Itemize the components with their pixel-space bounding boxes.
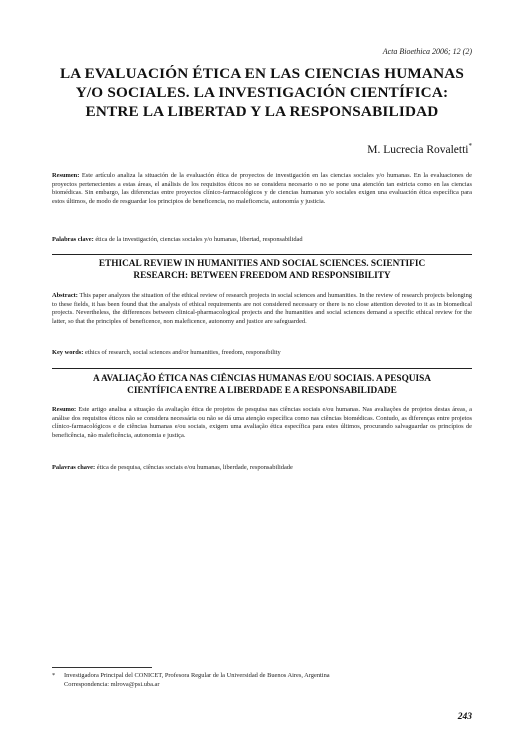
keywords-text: ética de pesquisa, ciências sociais e/ou humanas, liberdade, responsabilidade: [95, 464, 293, 471]
title-line: A AVALIAÇÃO ÉTICA NAS CIÊNCIAS HUMANAS E/OU SOCIAIS. A PESQUISA: [92, 374, 432, 384]
portuguese-keywords: [52, 464, 472, 473]
author-name: M. Lucrecia Rovaletti: [367, 143, 469, 156]
title-line: LA EVALUACIÓN ÉTICA EN LAS CIENCIAS HUMANAS: [59, 65, 465, 82]
english-keywords: [52, 349, 472, 358]
section-divider: [52, 368, 472, 369]
footnote-correspondence: Correspondencia: mlrova@psi.uba.ar: [64, 680, 160, 688]
footnote-mark: *: [52, 672, 56, 679]
page-number: 243: [457, 712, 472, 722]
keywords-text: ethics of research, social sciences and/or humanities, freedom, responsibility: [83, 349, 281, 356]
article-title: [52, 64, 472, 121]
footnote-affiliation: Investigadora Principal del CONICET, Profesora Regular de la Universidad de Buenos Aires, Argentina: [64, 672, 330, 679]
abstract-text: Este artículo analiza la situación de la evaluación ética de proyectos de investigación en las ciencias sociales y/o humanas. En la evaluaciones de proyectos pertenecientes a estas áreas, el análisis de los requisitos éticos no se considera necesario o no se pone una atención tan estricta como en las ciencias biomédicas. Sin embargo, las diferencias entre proyectos clínico-farmacológicos y de ciencias humanas y/o sociales exigen una evaluación ética específica para estos últimos, de modo de resguardar los principios de beneficencia, no maleficencia, autonomía y justicia.: [52, 172, 472, 205]
keywords-text: ética de la investigación, ciencias sociales y/o humanas, libertad, responsabilidad: [93, 236, 303, 243]
portuguese-abstract: [52, 406, 472, 440]
title-line: Y/O SOCIALES. LA INVESTIGACIÓN CIENTÍFICA:: [75, 84, 449, 101]
author-footnote-mark: *: [468, 142, 472, 150]
spanish-keywords: [52, 236, 472, 245]
keywords-label: Key words:: [52, 349, 84, 356]
keywords-label: Palavras chave:: [52, 464, 96, 471]
journal-reference: Acta Bioethica 2006; 12 (2): [382, 47, 472, 56]
abstract-text: This paper analyzes the situation of the ethical review of research projects in social sciences and humanities. In the review of research projects belonging to these fields, it has been found that the analysis of ethical requirements are not considered necessary or there is no close attention devoted to it as in biomedical projects. Nevertheless, the differences between clinical-pharmacological projects and the humanities and social sciences demand a specific ethical review for the latter, so that the principles of beneficence, non maleficence, autonomy and justice are safeguarded.: [52, 292, 472, 325]
author-footnote: [52, 672, 472, 689]
abstract-label: Resumen:: [52, 172, 80, 179]
title-line: ENTRE LA LIBERTAD Y LA RESPONSABILIDAD: [85, 103, 439, 120]
spanish-abstract: [52, 172, 472, 206]
author-byline: [367, 142, 472, 156]
section-divider: [52, 254, 472, 255]
abstract-label: Resumo:: [52, 406, 77, 413]
title-line: CIENTÍFICA ENTRE A LIBERDADE E A RESPONSABILIDADE: [127, 386, 397, 396]
title-line: ETHICAL REVIEW IN HUMANITIES AND SOCIAL SCIENCES. SCIENTIFIC: [98, 259, 426, 269]
abstract-text: Este artigo analisa a situação da avaliação ética de projetos de pesquisa nas ciências sociais e/ou humanas. Nas avaliações de projetos destas áreas, a análise dos requisitos éticos não se considera necessária ou não se dá uma atenção específica como nas ciências biomédicas. Contudo, as diferenças entre projetos clínico-farmacológicos e de ciências humanas e/ou sociais, exigem uma avaliação ética específica para estes últimos, procurando salvaguardar os princípios de beneficência, não maleficência, autonomia e justiça.: [52, 406, 472, 439]
title-line: RESEARCH: BETWEEN FREEDOM AND RESPONSIBILITY: [133, 271, 391, 281]
abstract-label: Abstract:: [52, 292, 78, 299]
portuguese-title: [52, 373, 472, 397]
english-title: [52, 258, 472, 282]
keywords-label: Palabras clave:: [52, 236, 94, 243]
english-abstract: [52, 292, 472, 326]
footnote-divider: [52, 667, 152, 668]
